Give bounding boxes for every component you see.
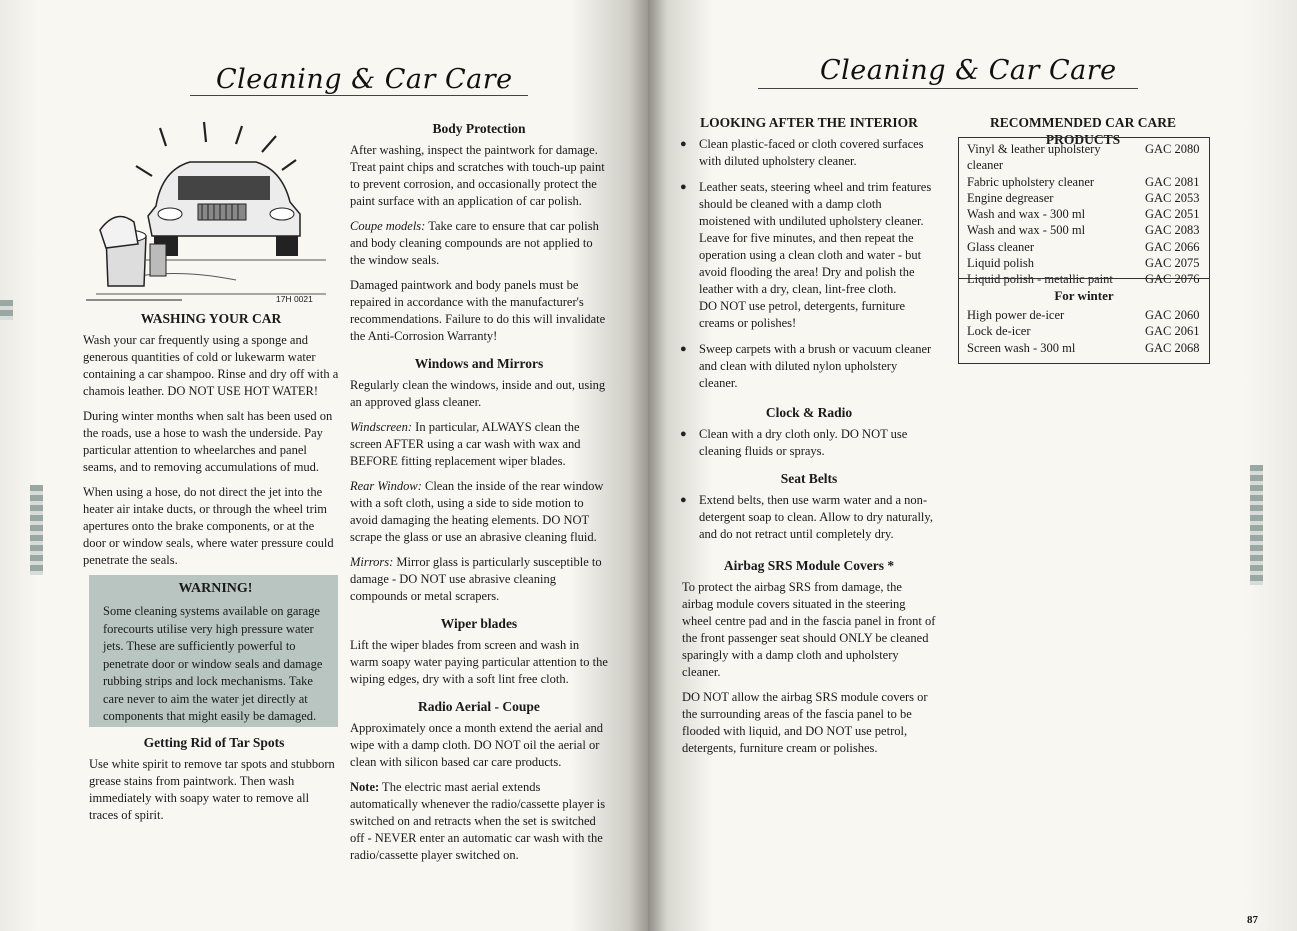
interior-bullet: ● Clean plastic-faced or cloth covered surfaces with diluted upholstery cleaner. <box>682 136 936 170</box>
washing-section <box>83 310 339 577</box>
washing-paragraph: Wash your car frequently using a sponge and generous quantities of cold or lukewarm water containing a car shampoo. Rinse and dry off with a chamois leather. DO NOT USE HOT WATER! <box>83 333 339 398</box>
wiper-heading: Wiper blades <box>440 616 518 631</box>
product-row <box>959 141 1209 174</box>
product-row <box>959 206 1209 222</box>
mirrors-label: Mirrors: <box>350 555 394 569</box>
warning-text: Some cleaning systems available on garage forecourts utilise very high pressure water jets. These are sufficiently powerful to penetrate door or window seals and damage rubbing strips and lock mechanisms. Take care never to aim the water jet directly at components that might easily be damaged. <box>103 604 323 723</box>
coupe-paragraph <box>350 218 608 269</box>
product-row <box>959 239 1209 255</box>
winter-heading: For winter <box>1054 288 1114 303</box>
aerial-heading: Radio Aerial - Coupe <box>418 699 540 714</box>
aerial-note <box>350 779 608 864</box>
product-name: Wash and wax - 500 ml <box>967 223 1086 238</box>
product-name: Vinyl & leather upholstery cleaner <box>967 142 1101 173</box>
windows-paragraph: Regularly clean the windows, inside and out, using an approved glass cleaner. <box>350 378 606 409</box>
warning-box <box>89 575 338 727</box>
tar-heading: Getting Rid of Tar Spots <box>143 735 285 750</box>
tar-text: Use white spirit to remove tar spots and stubborn grease stains from paintwork. Then wash immediately with soapy water to remove all traces of spirit. <box>89 757 335 822</box>
product-row <box>959 323 1209 339</box>
product-row <box>959 307 1209 323</box>
product-code: GAC 2076 <box>1145 272 1200 287</box>
mirrors-paragraph <box>350 554 608 605</box>
tar-section <box>89 734 339 832</box>
product-row <box>959 255 1209 271</box>
left-page <box>0 0 648 931</box>
title-rule <box>758 88 1138 89</box>
mirrors-text: Mirror glass is particularly susceptible to damage - DO NOT use abrasive cleaning compounds or metal scrapers. <box>350 555 602 603</box>
clock-bullet: ● Clean with a dry cloth only. DO NOT use cleaning fluids or sprays. <box>682 426 936 460</box>
product-row <box>959 222 1209 238</box>
airbag-paragraph: To protect the airbag SRS from damage, the airbag module covers situated in the steering wheel centre pad and in the fascia panel in front of the front passenger seat should ONLY be cleaned sparingly with a damp cloth and upholstery cleaner. <box>682 580 936 679</box>
body-protection-section <box>350 120 608 872</box>
leather-note: DO NOT use petrol, detergents, furniture creams or polishes! <box>699 299 906 330</box>
windscreen-label: Windscreen: <box>350 420 413 434</box>
airbag-heading: Airbag SRS Module Covers * <box>723 558 895 573</box>
thumb-tab <box>0 300 13 320</box>
washing-paragraph: During winter months when salt has been used on the roads, use a hose to wash the underside. Pay particular attention to wheelarches and panel seams, and to removing accumulations of mud. <box>83 409 333 474</box>
product-code: GAC 2066 <box>1145 239 1200 254</box>
note-text: The electric mast aerial extends automatically whenever the radio/cassette player is switched on and retracts when the set is switched off - NEVER enter an automatic car wash with the radio/cassette player switched on. <box>350 780 606 862</box>
rear-window-text: Clean the inside of the rear window with a soft cloth, using a side to side motion to avoid damaging the heating elements. DO NOT scrape the glass or use an abrasive cleaning fluid. <box>350 479 604 544</box>
thumb-tab <box>1250 465 1263 585</box>
windscreen-text: In particular, ALWAYS clean the screen AFTER using a car wash with wax and BEFORE fitting replacement wiper blades. <box>350 420 581 468</box>
rear-window-paragraph <box>350 478 608 546</box>
warning-heading: WARNING! <box>178 581 253 596</box>
body-paragraph: After washing, inspect the paintwork for damage. Treat paint chips and scratches with touch-up paint to prevent corrosion, and occasionally protect the paint surface with an application of car polish. <box>350 143 605 208</box>
windscreen-paragraph <box>350 419 608 470</box>
interior-section <box>682 114 936 765</box>
product-code: GAC 2068 <box>1145 340 1200 355</box>
product-row <box>959 340 1209 356</box>
wiper-text: Lift the wiper blades from screen and wash in warm soapy water paying particular attention to the wiping edges, dry with a soft lint free cloth. <box>350 638 608 686</box>
interior-bullet: ● Sweep carpets with a brush or vacuum cleaner and clean with diluted nylon upholstery cleaner. <box>682 341 936 392</box>
product-code: GAC 2081 <box>1145 174 1200 189</box>
product-code: GAC 2080 <box>1145 142 1200 156</box>
right-page <box>648 0 1297 931</box>
note-label: Note: <box>350 780 380 794</box>
thumb-tab <box>30 485 43 575</box>
body-heading: Body Protection <box>432 121 526 136</box>
winter-box <box>958 278 1210 364</box>
product-code: GAC 2060 <box>1145 308 1200 322</box>
product-name: Wash and wax - 300 ml <box>967 207 1086 222</box>
product-name: Lock de-icer <box>967 324 1031 339</box>
interior-heading: LOOKING AFTER THE INTERIOR <box>700 115 918 130</box>
product-row <box>959 174 1209 190</box>
belts-bullet: ● Extend belts, then use warm water and a non-detergent soap to clean. Allow to dry naturally, and do not retract until completely dry. <box>682 492 936 543</box>
product-code: GAC 2075 <box>1145 256 1200 271</box>
belts-heading: Seat Belts <box>780 471 838 486</box>
page-title: Cleaning & Car Care <box>820 55 1117 86</box>
airbag-paragraph: DO NOT allow the airbag SRS module covers or the surrounding areas of the fascia panel to be flooded with liquid, and DO NOT use petrol, detergents, furniture cream or polishes. <box>682 690 928 755</box>
aerial-text: Approximately once a month extend the aerial and wipe with a damp cloth. DO NOT oil the aerial or clean with silicon based car care products. <box>350 721 604 769</box>
coupe-label: Coupe models: <box>350 219 426 233</box>
car-washing-illustration <box>86 118 336 308</box>
rear-window-label: Rear Window: <box>350 479 422 493</box>
product-name: Screen wash - 300 ml <box>967 340 1076 355</box>
page-title: Cleaning & Car Care <box>216 64 513 95</box>
product-row <box>959 190 1209 206</box>
products-heading: RECOMMENDED CAR CARE PRODUCTS <box>990 115 1176 147</box>
product-code: GAC 2053 <box>1145 190 1200 205</box>
figure-label: 17H 0021 <box>276 294 313 304</box>
product-name: Fabric upholstery cleaner <box>967 174 1095 189</box>
product-name: High power de-icer <box>967 308 1065 322</box>
page-number: 87 <box>1247 914 1258 926</box>
title-rule <box>190 95 528 96</box>
product-code: GAC 2061 <box>1145 324 1200 339</box>
windows-heading: Windows and Mirrors <box>414 356 544 371</box>
product-name: Glass cleaner <box>967 239 1034 254</box>
washing-heading: WASHING YOUR CAR <box>140 311 282 326</box>
interior-bullet: ● Leather seats, steering wheel and trim features should be cleaned with a damp cloth moistened with undiluted upholstery cleaner. Leave for five minutes, and then repeat the operation using a clean cloth and water - but avoid flooding the area! Dry and polish the leather with a dry, clean, lint-free cloth. <box>682 179 936 298</box>
products-table <box>959 141 1209 288</box>
product-code: GAC 2051 <box>1145 207 1200 222</box>
product-name: Engine degreaser <box>967 190 1054 205</box>
clock-heading: Clock & Radio <box>765 405 853 420</box>
products-table-box <box>958 137 1210 287</box>
coupe-text: Take care to ensure that car polish and body cleaning compounds are not applied to the window seals. <box>350 219 599 267</box>
washing-paragraph: When using a hose, do not direct the jet into the heater air intake ducts, or through the wheel trim apertures onto the brake components, or at the door or window seals, where water pressure could penetrate the seals. <box>83 485 334 567</box>
body-paragraph: Damaged paintwork and body panels must be repaired in accordance with the manufacturer's recommendations. Failure to do this will invalidate the Anti-Corrosion Warranty! <box>350 278 606 343</box>
product-name: Liquid polish <box>967 256 1035 271</box>
winter-table <box>959 307 1209 356</box>
product-name: Liquid polish - metallic paint <box>967 272 1113 287</box>
product-code: GAC 2083 <box>1145 223 1200 238</box>
